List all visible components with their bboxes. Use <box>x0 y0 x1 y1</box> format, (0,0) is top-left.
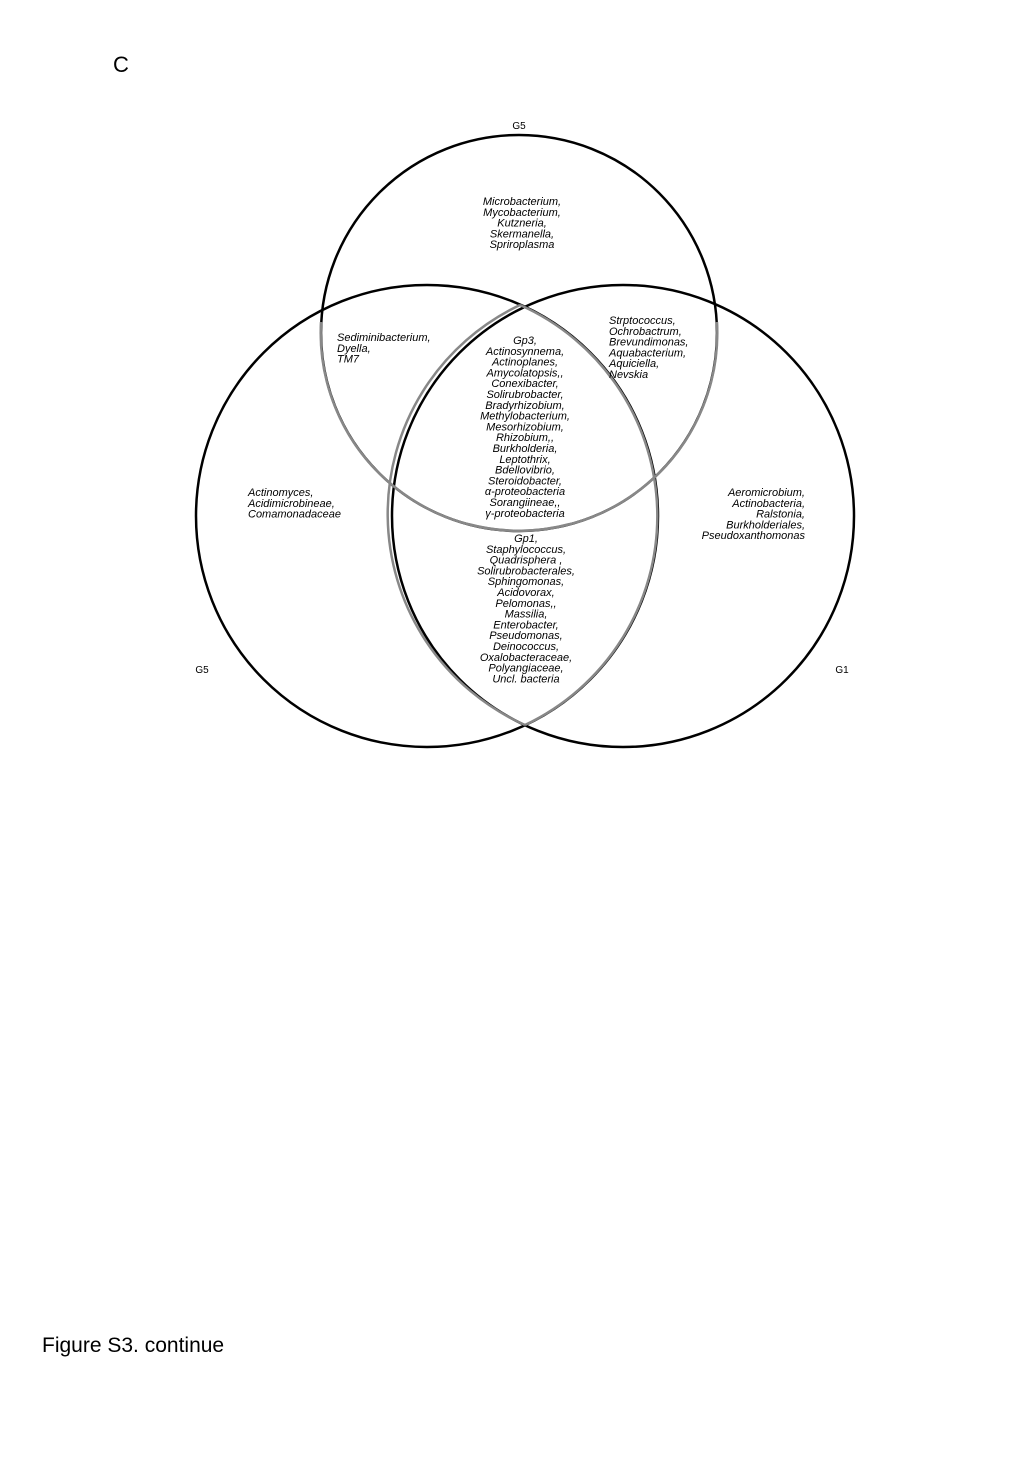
region-center <box>480 335 570 520</box>
taxon-label: TM7 <box>337 353 359 366</box>
taxon-label: Gp3, <box>513 335 537 347</box>
taxon-label: Ochrobactrum, <box>609 325 682 338</box>
taxon-label: Pelomonas,, <box>495 597 557 610</box>
taxon-label: Amycolatopsis,, <box>486 367 564 380</box>
taxon-label: Methylobacterium, <box>480 410 570 423</box>
set-label-top: G5 <box>512 121 526 132</box>
taxon-label: Leptothrix, <box>499 453 551 466</box>
taxon-label: Steroidobacter, <box>488 475 562 488</box>
taxon-label: Nevskia <box>609 369 649 381</box>
region-top-right <box>608 315 689 381</box>
taxon-label: Strptococcus, <box>609 315 676 327</box>
set-label-left: G5 <box>195 665 209 676</box>
taxon-label: Solirubrobacter, <box>486 389 564 401</box>
taxon-label: Brevundimonas, <box>609 336 689 349</box>
taxon-label: γ-proteobacteria <box>485 507 565 520</box>
taxon-label: Massilia, <box>504 608 548 621</box>
taxon-label: α-proteobacteria <box>484 486 566 499</box>
taxon-label: Deinococcus, <box>492 641 560 653</box>
taxon-label: Sphingomonas, <box>487 576 565 589</box>
taxon-label: Burkholderia, <box>492 443 558 455</box>
region-top-only <box>483 196 561 251</box>
taxon-label: Enterobacter, <box>493 619 559 632</box>
taxon-label: Mycobacterium, <box>483 206 561 219</box>
region-left-right <box>477 533 575 685</box>
taxon-label: Sediminibacterium, <box>337 332 431 344</box>
taxon-label: Aquiciella, <box>609 358 660 371</box>
taxon-label: Actinomyces, <box>248 487 314 499</box>
taxon-label: Bdellovibrio, <box>495 464 555 477</box>
taxon-label: Polyangiaceae, <box>488 662 564 675</box>
taxon-label: Sorangiineae,, <box>489 497 561 509</box>
panel-letter: C <box>113 52 129 77</box>
taxon-label: Aeromicrobium, <box>727 487 805 499</box>
region-left-only <box>247 487 341 521</box>
taxon-label: Acidimicrobineae, <box>248 497 335 510</box>
taxon-label: Burkholderiales, <box>726 519 805 532</box>
taxon-label: Gp1, <box>514 533 538 545</box>
taxon-label: Bradyrhizobium, <box>485 399 565 412</box>
set-label-right: G1 <box>835 665 849 676</box>
taxon-label: Oxalobacteraceae, <box>479 651 573 664</box>
taxon-label: Actinoplanes, <box>491 356 559 369</box>
taxon-label: Pseudoxanthomonas <box>701 530 805 543</box>
taxon-label: Rhizobium,, <box>495 432 555 445</box>
taxon-label: Kutzneria, <box>497 217 547 230</box>
taxon-label: Microbacterium, <box>482 196 562 208</box>
taxon-label: Aquabacterium, <box>609 347 687 360</box>
taxon-label: Comamonadaceae <box>248 508 341 521</box>
taxon-label: Solirubrobacterales, <box>477 565 575 578</box>
taxon-label: Actinosynnema, <box>485 345 565 358</box>
taxon-label: Actinobacteria, <box>732 497 805 510</box>
taxon-label: Conexibacter, <box>491 378 559 391</box>
region-right-only <box>702 487 806 542</box>
taxon-label: Acidovorax, <box>497 587 555 599</box>
taxon-label: Quadrisphera , <box>489 554 563 567</box>
taxon-label: Ralstonia, <box>756 508 805 521</box>
taxon-label: Spriroplasma <box>489 239 555 252</box>
taxon-label: Staphylococcus, <box>485 543 567 556</box>
figure-caption: Figure S3. continue <box>42 1334 225 1357</box>
taxon-label: Uncl. bacteria <box>492 673 560 686</box>
taxon-label: Pseudomonas, <box>489 630 563 643</box>
taxon-label: Dyella, <box>337 342 371 355</box>
region-top-left <box>337 332 431 366</box>
taxon-label: Skermanella, <box>489 228 555 241</box>
taxon-label: Mesorhizobium, <box>486 421 564 434</box>
